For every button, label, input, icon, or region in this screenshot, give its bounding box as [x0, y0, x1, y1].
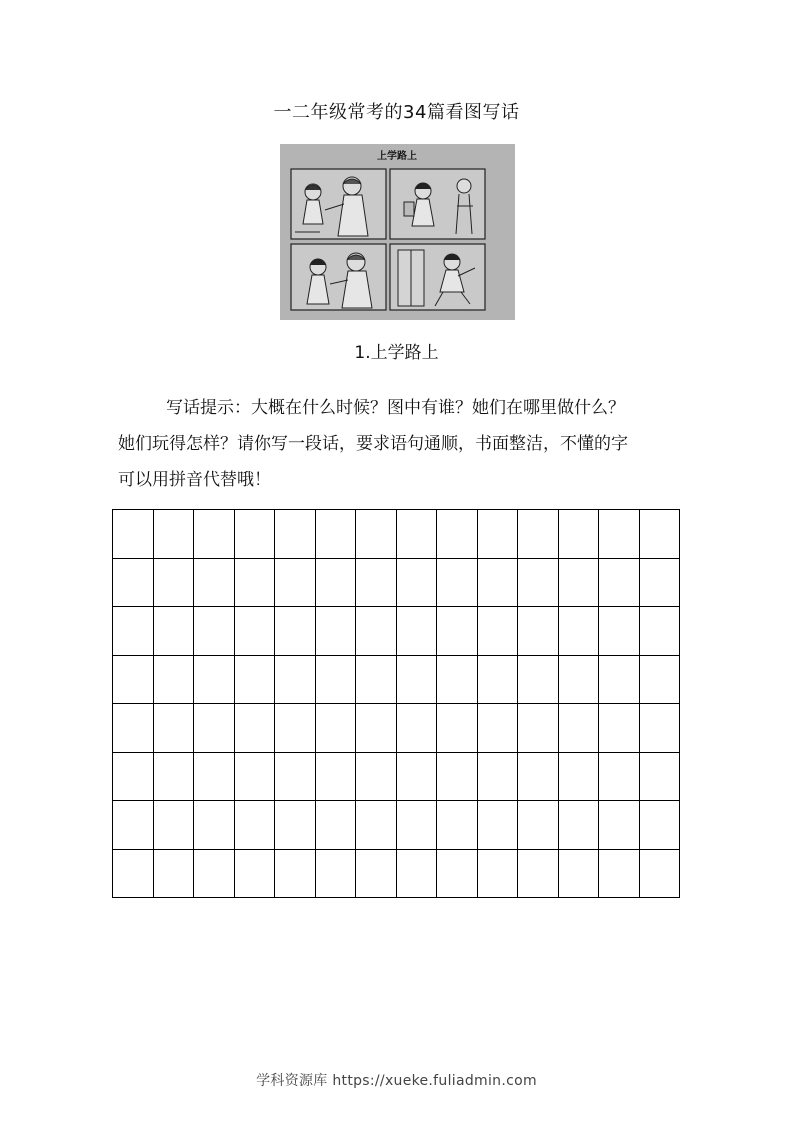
- grid-cell[interactable]: [559, 510, 600, 559]
- grid-cell[interactable]: [559, 656, 600, 705]
- grid-cell[interactable]: [194, 559, 235, 608]
- grid-cell[interactable]: [275, 607, 316, 656]
- grid-cell[interactable]: [518, 510, 559, 559]
- grid-cell[interactable]: [194, 801, 235, 850]
- grid-cell[interactable]: [640, 704, 681, 753]
- grid-cell[interactable]: [356, 850, 397, 899]
- grid-cell[interactable]: [599, 607, 640, 656]
- writing-grid[interactable]: [112, 509, 680, 898]
- grid-cell[interactable]: [640, 559, 681, 608]
- prompt-line: 她们玩得怎样？请你写一段话，要求语句通顺，书面整洁，不懂的字: [118, 434, 628, 454]
- grid-cell[interactable]: [275, 656, 316, 705]
- grid-cell[interactable]: [316, 801, 357, 850]
- grid-cell[interactable]: [437, 656, 478, 705]
- grid-cell[interactable]: [437, 753, 478, 802]
- grid-cell[interactable]: [356, 753, 397, 802]
- grid-cell[interactable]: [397, 559, 438, 608]
- grid-cell[interactable]: [194, 753, 235, 802]
- grid-cell[interactable]: [275, 850, 316, 899]
- grid-cell[interactable]: [356, 607, 397, 656]
- grid-cell[interactable]: [397, 753, 438, 802]
- grid-cell[interactable]: [518, 801, 559, 850]
- grid-cell[interactable]: [518, 850, 559, 899]
- grid-cell[interactable]: [316, 656, 357, 705]
- grid-cell[interactable]: [478, 801, 519, 850]
- grid-cell[interactable]: [235, 559, 276, 608]
- grid-cell[interactable]: [316, 850, 357, 899]
- grid-cell[interactable]: [437, 850, 478, 899]
- grid-cell[interactable]: [154, 559, 195, 608]
- grid-cell[interactable]: [478, 559, 519, 608]
- grid-cell[interactable]: [518, 753, 559, 802]
- grid-cell[interactable]: [194, 607, 235, 656]
- grid-cell[interactable]: [194, 510, 235, 559]
- footer-source: 学科资源库 https://xueke.fuliadmin.com: [256, 1073, 537, 1089]
- grid-cell[interactable]: [235, 607, 276, 656]
- prompt-line: 可以用拼音代替哦！: [118, 470, 271, 490]
- grid-cell[interactable]: [559, 559, 600, 608]
- grid-cell[interactable]: [599, 656, 640, 705]
- comic-panel-1: [291, 169, 386, 239]
- grid-cell[interactable]: [478, 850, 519, 899]
- grid-cell[interactable]: [640, 801, 681, 850]
- grid-cell[interactable]: [640, 753, 681, 802]
- prompt-line: 写话提示：大概在什么时候？图中有谁？她们在哪里做什么？: [166, 398, 625, 418]
- writing-prompt: [118, 390, 678, 498]
- grid-cell[interactable]: [599, 559, 640, 608]
- grid-cell[interactable]: [640, 850, 681, 899]
- grid-cell[interactable]: [559, 850, 600, 899]
- grid-cell[interactable]: [113, 607, 154, 656]
- grid-cell[interactable]: [478, 607, 519, 656]
- grid-cell[interactable]: [154, 607, 195, 656]
- grid-cell[interactable]: [640, 510, 681, 559]
- grid-cell[interactable]: [154, 510, 195, 559]
- grid-cell[interactable]: [113, 753, 154, 802]
- grid-cell[interactable]: [113, 850, 154, 899]
- grid-cell[interactable]: [559, 704, 600, 753]
- grid-cell[interactable]: [235, 510, 276, 559]
- grid-cell[interactable]: [113, 510, 154, 559]
- grid-cell[interactable]: [640, 607, 681, 656]
- grid-cell[interactable]: [235, 850, 276, 899]
- grid-cell[interactable]: [316, 753, 357, 802]
- grid-cell[interactable]: [235, 656, 276, 705]
- grid-cell[interactable]: [113, 704, 154, 753]
- grid-cell[interactable]: [599, 510, 640, 559]
- grid-cell[interactable]: [599, 850, 640, 899]
- grid-cell[interactable]: [194, 656, 235, 705]
- grid-cell[interactable]: [518, 559, 559, 608]
- grid-cell[interactable]: [518, 656, 559, 705]
- grid-cell[interactable]: [194, 850, 235, 899]
- grid-cell[interactable]: [599, 801, 640, 850]
- comic-picture: [280, 144, 515, 320]
- grid-cell[interactable]: [154, 801, 195, 850]
- grid-cell[interactable]: [559, 801, 600, 850]
- grid-cell[interactable]: [275, 510, 316, 559]
- picture-heading: 上学路上: [377, 151, 417, 162]
- grid-cell[interactable]: [437, 704, 478, 753]
- grid-cell[interactable]: [113, 559, 154, 608]
- grid-cell[interactable]: [113, 801, 154, 850]
- grid-cell[interactable]: [356, 801, 397, 850]
- grid-cell[interactable]: [316, 704, 357, 753]
- grid-cell[interactable]: [316, 607, 357, 656]
- grid-cell[interactable]: [397, 850, 438, 899]
- grid-cell[interactable]: [235, 704, 276, 753]
- grid-cell[interactable]: [275, 753, 316, 802]
- grid-cell[interactable]: [275, 704, 316, 753]
- grid-cell[interactable]: [559, 607, 600, 656]
- grid-cell[interactable]: [235, 801, 276, 850]
- grid-cell[interactable]: [154, 656, 195, 705]
- grid-cell[interactable]: [397, 510, 438, 559]
- grid-cell[interactable]: [518, 704, 559, 753]
- grid-cell[interactable]: [478, 510, 519, 559]
- grid-cell[interactable]: [397, 656, 438, 705]
- grid-cell[interactable]: [194, 704, 235, 753]
- grid-cell[interactable]: [437, 607, 478, 656]
- comic-drawing: [280, 144, 515, 320]
- grid-cell[interactable]: [397, 607, 438, 656]
- exercise-caption: 1.上学路上: [354, 343, 439, 363]
- grid-cell[interactable]: [316, 559, 357, 608]
- grid-cell[interactable]: [113, 656, 154, 705]
- grid-cell[interactable]: [599, 753, 640, 802]
- grid-cell[interactable]: [397, 704, 438, 753]
- grid-cell[interactable]: [356, 510, 397, 559]
- grid-cell[interactable]: [437, 510, 478, 559]
- grid-cell[interactable]: [275, 801, 316, 850]
- grid-cell[interactable]: [478, 704, 519, 753]
- grid-cell[interactable]: [235, 753, 276, 802]
- grid-cell[interactable]: [599, 704, 640, 753]
- grid-cell[interactable]: [154, 704, 195, 753]
- grid-cell[interactable]: [640, 656, 681, 705]
- grid-cell[interactable]: [397, 801, 438, 850]
- grid-cell[interactable]: [559, 753, 600, 802]
- grid-cell[interactable]: [356, 656, 397, 705]
- grid-cell[interactable]: [275, 559, 316, 608]
- grid-cell[interactable]: [154, 850, 195, 899]
- grid-cell[interactable]: [437, 801, 478, 850]
- grid-cell[interactable]: [478, 753, 519, 802]
- grid-cell[interactable]: [478, 656, 519, 705]
- page-title: 一二年级常考的34篇看图写话: [273, 102, 520, 123]
- grid-cell[interactable]: [316, 510, 357, 559]
- grid-cell[interactable]: [356, 559, 397, 608]
- grid-cell[interactable]: [154, 753, 195, 802]
- comic-panel-3: [291, 244, 386, 310]
- grid-cell[interactable]: [518, 607, 559, 656]
- grid-cell[interactable]: [437, 559, 478, 608]
- grid-cell[interactable]: [356, 704, 397, 753]
